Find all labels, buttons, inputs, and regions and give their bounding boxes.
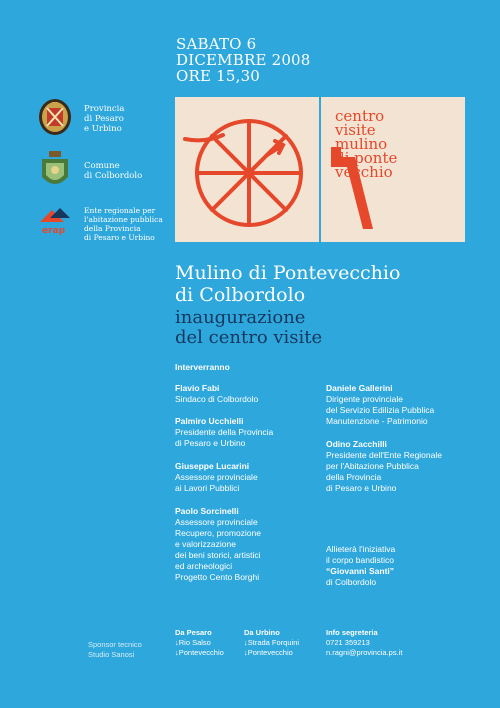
sponsor-note	[88, 640, 142, 660]
erap-line2: l'abitazione pubblica	[84, 215, 163, 224]
comune-logo-block	[38, 151, 143, 196]
comune-line2: di Colbordolo	[84, 171, 143, 181]
speaker-role: Assessore provinciale	[175, 472, 258, 482]
speaker-role: del Servizio Edilizia Pubblica	[326, 405, 435, 415]
title-line1: Mulino di Pontevecchio	[175, 262, 401, 284]
speaker-zacchilli	[326, 439, 442, 494]
speaker-name: Odino Zacchilli	[326, 439, 387, 449]
speaker-role: Assessore provinciale	[175, 517, 258, 527]
info-phone: 0721 359213	[326, 638, 370, 647]
logo-panel	[175, 97, 465, 242]
erap-line3: della Provincia	[84, 224, 141, 233]
erap-line1: Ente regionale per	[84, 206, 156, 215]
speaker-name: Palmiro Ucchielli	[175, 416, 244, 426]
page-subtitle	[175, 308, 322, 348]
directions-urbino	[244, 628, 299, 658]
directions-pesaro-line1: Rio Salso	[178, 638, 211, 647]
provincia-logo-block	[38, 98, 125, 141]
sponsor-line2: Studio Sanosi	[88, 650, 135, 659]
speaker-name: Giuseppe Lucarini	[175, 461, 250, 471]
comune-crest-icon	[38, 151, 72, 191]
centro-visite-text	[335, 109, 397, 179]
erap-badge-text: erap	[42, 226, 66, 236]
arrow-down-icon: ↓	[244, 648, 248, 657]
speaker-lucarini	[175, 461, 258, 494]
speaker-name: Paolo Sorcinelli	[175, 506, 239, 516]
panel-line1: centro	[335, 107, 385, 125]
sponsor-line1: Sponsor tecnico	[88, 640, 142, 649]
info-email[interactable]: n.ragni@provincia.ps.it	[326, 648, 403, 657]
directions-urbino-title: Da Urbino	[244, 628, 280, 637]
panel-line2: visite	[335, 121, 376, 139]
arrow-down-icon: ↓	[175, 638, 179, 647]
band-line4: di Colbordolo	[326, 577, 377, 587]
speaker-role: dei beni storici, artistici	[175, 550, 261, 560]
speaker-name: Daniele Gallerini	[326, 383, 393, 393]
erap-logo-icon	[38, 206, 74, 236]
erap-logo-block	[38, 206, 163, 242]
speaker-fabi	[175, 383, 258, 405]
page-title	[175, 262, 400, 306]
panel-divider	[319, 97, 321, 242]
speaker-role: della Provincia	[326, 472, 382, 482]
speaker-role: Dirigente provinciale	[326, 394, 404, 404]
panel-line5: vecchio	[335, 163, 393, 181]
provincia-line2: di Pesaro	[84, 114, 124, 124]
erap-line4: di Pesaro e Urbino	[84, 233, 155, 242]
band-line1: Allieterà l'iniziativa	[326, 544, 396, 554]
speaker-ucchielli	[175, 416, 273, 449]
speaker-role: di Pesaro e Urbino	[326, 483, 397, 493]
speaker-role: ed archeologici	[175, 561, 233, 571]
provincia-crest-icon	[38, 98, 72, 136]
arrow-down-icon: ↓	[175, 648, 179, 657]
speaker-role: per l'Abitazione Pubblica	[326, 461, 419, 471]
band-name: “Giovanni Santi”	[326, 566, 395, 576]
speaker-role: e valorizzazione	[175, 539, 236, 549]
event-date	[176, 36, 311, 84]
speaker-role: Progetto Cento Borghi	[175, 572, 260, 582]
provincia-line3: e Urbino	[84, 124, 122, 134]
directions-pesaro	[175, 628, 224, 658]
panel-line3: mulino	[335, 135, 388, 153]
speaker-role: ai Lavori Pubblici	[175, 483, 240, 493]
directions-urbino-line1: Strada Forquini	[247, 638, 300, 647]
speaker-role: Manutenzione - Patrimonio	[326, 416, 428, 426]
provincia-line1: Provincia	[84, 104, 125, 114]
directions-pesaro-title: Da Pesaro	[175, 628, 212, 637]
speaker-name: Flavio Fabi	[175, 383, 220, 393]
speaker-sorcinelli	[175, 506, 261, 583]
subtitle-line2: del centro visite	[175, 327, 323, 348]
speaker-role: Presidente dell'Ente Regionale	[326, 450, 442, 460]
band-line2: il corpo bandistico	[326, 555, 395, 565]
subtitle-line1: inaugurazione	[175, 307, 306, 328]
title-line2: di Colbordolo	[175, 284, 306, 306]
mill-wheel-icon	[175, 97, 319, 242]
directions-pesaro-line2: Pontevecchio	[178, 648, 224, 657]
date-month: DICEMBRE 2008	[176, 51, 311, 69]
interverranno-label: Interverranno	[175, 362, 230, 372]
panel-line4: di ponte	[335, 149, 398, 167]
speaker-role: Recupero, promozione	[175, 528, 261, 538]
speaker-gallerini	[326, 383, 434, 427]
arrow-down-icon: ↓	[244, 638, 248, 647]
directions-urbino-line2: Pontevecchio	[247, 648, 293, 657]
date-day: SABATO 6	[176, 35, 257, 53]
band-note	[326, 544, 395, 588]
speaker-role: Sindaco di Colbordolo	[175, 394, 259, 404]
info-title: Info segreteria	[326, 628, 378, 637]
comune-line1: Comune	[84, 161, 120, 171]
info-segreteria	[326, 628, 402, 658]
speaker-role: di Pesaro e Urbino	[175, 438, 246, 448]
speaker-role: Presidente della Provincia	[175, 427, 274, 437]
date-time: ORE 15,30	[176, 67, 261, 85]
